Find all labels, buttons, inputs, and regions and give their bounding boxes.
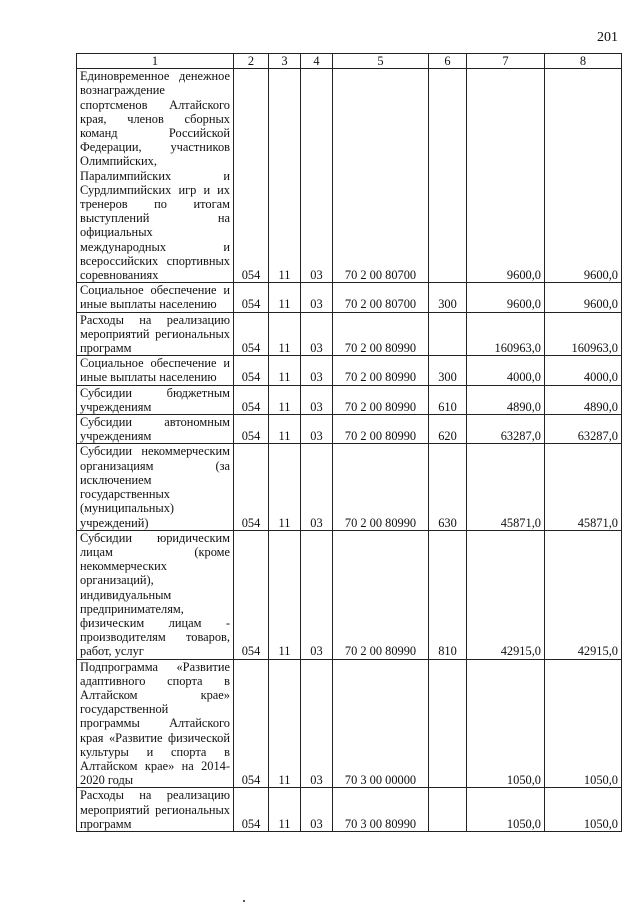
cell-target: 70 2 00 80990 xyxy=(333,385,429,414)
cell-name: Расходы на реализацию мероприятий региональных программ xyxy=(77,312,234,356)
table-row xyxy=(77,69,622,283)
cell-section: 11 xyxy=(269,283,301,312)
cell-ministry: 054 xyxy=(234,659,269,788)
cell-expense-type: 610 xyxy=(429,385,467,414)
cell-section: 11 xyxy=(269,444,301,530)
cell-amount-1: 4000,0 xyxy=(467,356,545,385)
cell-target: 70 2 00 80990 xyxy=(333,356,429,385)
cell-section: 11 xyxy=(269,356,301,385)
cell-amount-2: 63287,0 xyxy=(545,415,622,444)
table-row xyxy=(77,385,622,414)
cell-amount-1: 1050,0 xyxy=(467,788,545,832)
header-col-3: 3 xyxy=(269,54,301,69)
cell-ministry: 054 xyxy=(234,788,269,832)
header-col-8: 8 xyxy=(545,54,622,69)
cell-amount-2: 4000,0 xyxy=(545,356,622,385)
cell-target: 70 3 00 80990 xyxy=(333,788,429,832)
cell-amount-1: 4890,0 xyxy=(467,385,545,414)
table-row xyxy=(77,312,622,356)
cell-target: 70 2 00 80700 xyxy=(333,69,429,283)
header-col-5: 5 xyxy=(333,54,429,69)
cell-ministry: 054 xyxy=(234,69,269,283)
cell-amount-1: 9600,0 xyxy=(467,69,545,283)
cell-section: 11 xyxy=(269,788,301,832)
cell-ministry: 054 xyxy=(234,283,269,312)
table-row xyxy=(77,415,622,444)
cell-name: Субсидии некоммерческим организациям (за исключением государственных (муниципальных) учреждений) xyxy=(77,444,234,530)
cell-subsection: 03 xyxy=(301,788,333,832)
cell-amount-2: 9600,0 xyxy=(545,283,622,312)
cell-subsection: 03 xyxy=(301,659,333,788)
cell-amount-2: 1050,0 xyxy=(545,659,622,788)
header-col-7: 7 xyxy=(467,54,545,69)
cell-amount-2: 42915,0 xyxy=(545,530,622,659)
cell-target: 70 2 00 80990 xyxy=(333,444,429,530)
cell-expense-type xyxy=(429,69,467,283)
table-row xyxy=(77,530,622,659)
cell-subsection: 03 xyxy=(301,444,333,530)
cell-expense-type xyxy=(429,788,467,832)
budget-table xyxy=(76,53,622,832)
header-col-4: 4 xyxy=(301,54,333,69)
cell-section: 11 xyxy=(269,530,301,659)
header-col-1: 1 xyxy=(77,54,234,69)
header-col-2: 2 xyxy=(234,54,269,69)
cell-subsection: 03 xyxy=(301,415,333,444)
cell-target: 70 3 00 00000 xyxy=(333,659,429,788)
cell-ministry: 054 xyxy=(234,530,269,659)
cell-expense-type: 810 xyxy=(429,530,467,659)
cell-amount-1: 45871,0 xyxy=(467,444,545,530)
cell-name: Субсидии юридическим лицам (кроме некоммерческих организаций), индивидуальным предпринимателям, физическим лицам - производителям товаров, работ, услуг xyxy=(77,530,234,659)
cell-subsection: 03 xyxy=(301,356,333,385)
table-row xyxy=(77,356,622,385)
cell-name: Расходы на реализацию мероприятий региональных программ xyxy=(77,788,234,832)
cell-section: 11 xyxy=(269,659,301,788)
cell-name: Единовременное денежное вознаграждение спортсменов Алтайского края, членов сборных команд Российской Федерации, участников Олимпийских, Паралимпийских и Сурдлимпийских игр и их тренеров по итогам выступлений на официальных международных и всероссийских спортивных соревнованиях xyxy=(77,69,234,283)
cell-expense-type: 300 xyxy=(429,283,467,312)
cell-amount-1: 42915,0 xyxy=(467,530,545,659)
cell-target: 70 2 00 80700 xyxy=(333,283,429,312)
cell-name: Субсидии бюджетным учреждениям xyxy=(77,385,234,414)
cell-name: Подпрограмма «Развитие адаптивного спорта в Алтайском крае» государственной программы Алтайского края «Развитие физической культуры и спорта в Алтайском крае» на 2014-2020 годы xyxy=(77,659,234,788)
cell-target: 70 2 00 80990 xyxy=(333,530,429,659)
cell-amount-2: 1050,0 xyxy=(545,788,622,832)
cell-target: 70 2 00 80990 xyxy=(333,415,429,444)
cell-subsection: 03 xyxy=(301,530,333,659)
cell-amount-2: 9600,0 xyxy=(545,69,622,283)
cell-ministry: 054 xyxy=(234,385,269,414)
cell-section: 11 xyxy=(269,312,301,356)
table-row xyxy=(77,444,622,530)
header-col-6: 6 xyxy=(429,54,467,69)
cell-ministry: 054 xyxy=(234,444,269,530)
cell-amount-2: 4890,0 xyxy=(545,385,622,414)
cell-subsection: 03 xyxy=(301,69,333,283)
table-row xyxy=(77,788,622,832)
cell-amount-2: 160963,0 xyxy=(545,312,622,356)
cell-name: Субсидии автономным учреждениям xyxy=(77,415,234,444)
cell-amount-1: 1050,0 xyxy=(467,659,545,788)
cell-section: 11 xyxy=(269,385,301,414)
cell-amount-1: 160963,0 xyxy=(467,312,545,356)
cell-name: Социальное обеспечение и иные выплаты населению xyxy=(77,283,234,312)
scan-artifact xyxy=(243,900,245,902)
cell-subsection: 03 xyxy=(301,312,333,356)
cell-ministry: 054 xyxy=(234,415,269,444)
header-row xyxy=(77,54,622,69)
cell-name: Социальное обеспечение и иные выплаты населению xyxy=(77,356,234,385)
table-row xyxy=(77,659,622,788)
cell-expense-type: 630 xyxy=(429,444,467,530)
cell-section: 11 xyxy=(269,415,301,444)
cell-subsection: 03 xyxy=(301,385,333,414)
cell-ministry: 054 xyxy=(234,356,269,385)
cell-section: 11 xyxy=(269,69,301,283)
table-row xyxy=(77,283,622,312)
cell-subsection: 03 xyxy=(301,283,333,312)
cell-amount-2: 45871,0 xyxy=(545,444,622,530)
page-number: 201 xyxy=(597,30,618,45)
cell-expense-type xyxy=(429,659,467,788)
cell-target: 70 2 00 80990 xyxy=(333,312,429,356)
cell-ministry: 054 xyxy=(234,312,269,356)
cell-expense-type xyxy=(429,312,467,356)
cell-expense-type: 300 xyxy=(429,356,467,385)
cell-amount-1: 9600,0 xyxy=(467,283,545,312)
cell-amount-1: 63287,0 xyxy=(467,415,545,444)
cell-expense-type: 620 xyxy=(429,415,467,444)
